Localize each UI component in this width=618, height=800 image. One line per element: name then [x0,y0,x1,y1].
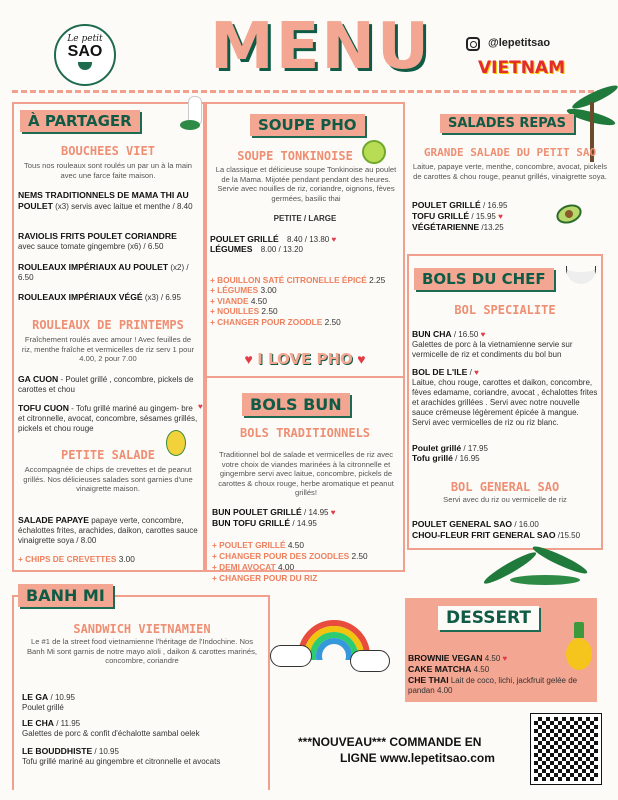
item-price: / 15.95 [471,212,496,221]
bols-du-chef-title: BOLS DU CHEF [414,268,554,290]
item-price: 4.50 [484,654,501,663]
item-name: Poulet grillé [412,443,462,453]
i-love-pho-banner [205,350,405,369]
chef-item-bol-ile [412,367,598,428]
addon-price: 3.00 [118,554,135,564]
soupe-pho-title: SOUPE PHO [250,114,365,136]
pho-addon-5 [210,317,341,328]
item-price: / [469,368,472,377]
lime-illustration-icon [362,140,386,164]
salade-item-vege [412,222,504,233]
addon-price: 4.50 [287,540,304,550]
addon-label: + NOUILLES [210,306,260,316]
chef-bol-ile-tofu [412,453,480,464]
item-name: VÉGÉTARIENNE [412,222,480,232]
item-name: POULET GRILLÉ [412,200,481,210]
menu-title: MENU [210,10,431,84]
item-detail: - Poulet grillé , concombre, pickels de carottes et chou [18,375,194,394]
general-sao-desc: Servi avec du riz ou vermicelle de riz [443,495,567,504]
bun-addon-2 [212,551,368,562]
bun-item-tofu [212,518,402,529]
item-price: / 8.40 [172,202,193,211]
item-salade-papaye [18,515,200,546]
item-name: TOFU GRILLÉ [412,211,470,221]
heart-icon: ♥ [474,368,479,377]
pho-addon-2 [210,285,277,296]
item-name: NEMS TRADITIONNELS DE MAMA THI AU POULET [18,190,189,211]
item-price: / 6.50 [143,242,164,251]
addon-chips [18,554,135,565]
item-price: 8.40 / 13.80 [286,235,330,244]
item-price: 4.50 [473,665,490,674]
banh-mi-item-ga [22,692,262,713]
qr-code-icon[interactable] [531,714,601,784]
item-name: BOL DE L'ILE [412,367,468,377]
item-nems [18,190,202,212]
item-price: 4.00 [436,686,453,695]
item-imperiaux-vege [18,292,202,303]
general-sao-title: BOL GENERAL SAO [450,480,560,494]
item-price: / 8.00 [76,536,97,545]
item-name: LE BOUDDHISTE [22,746,93,756]
addon-label: + VIANDE [210,296,249,306]
heart-icon: ♥ [244,351,253,367]
pho-bun-divider [205,376,405,378]
chef-item-bun-cha [412,329,598,360]
item-price: 8.00 / 13.20 [260,245,303,254]
item-price: / 10.95 [94,747,119,756]
item-name: ROULEAUX IMPÉRIAUX AU POULET [18,262,169,272]
addon-label: + CHIPS DE CREVETTES [18,554,117,564]
item-raviolis [18,231,202,252]
pineapple-illustration-icon [566,622,592,670]
soupe-pho-desc: La classique et délicieuse soupe Tonkinoise au poulet de la Mama. Mijotée pendant pendant des heures. Servie avec nouilles de riz, coriandre, oignons, fèves germées, basilic thai [215,165,397,203]
pho-sizes: PETITE / LARGE [273,214,337,223]
dessert-item-brownie [408,653,507,664]
pho-addon-4 [210,306,278,317]
item-name: RAVIOLIS FRITS POULET CORIANDRE [18,231,177,241]
logo-leaf-icon [78,62,92,70]
item-name: LE GA [22,692,49,702]
item-name: BUN POULET GRILLÉ [212,507,302,517]
logo [54,24,116,86]
heart-icon: ♥ [331,235,337,244]
item-price: / 6.50 [18,263,189,282]
item-price: / 6.95 [160,293,181,302]
salade-item-poulet [412,200,507,211]
item-detail: (x3) [144,293,159,302]
item-detail: (x2) [170,263,185,272]
item-name: POULET GENERAL SAO [412,519,513,529]
item-detail: (x3) servis avec laitue et menthe [55,202,171,211]
addon-price: 2.25 [369,275,386,285]
pho-item-legumes [210,244,400,255]
addon-price: 2.50 [324,317,341,327]
dessert-title: DESSERT [438,606,539,630]
item-desc: Laitue, chou rouge, carottes et daikon, concombre, fèves edamame, coriandre, avocat , échalottes frites et arachides grillées . Servi avec notre nouvelle sauce crémeuse légèrement épicée à mangue. Servi avec vermicelles de riz ou riz blanc. [412,378,598,427]
item-price: / 16.00 [514,520,539,529]
country-label: VIETNAM [478,58,565,78]
addon-price: 2.50 [351,551,368,561]
item-name: CAKE MATCHA [408,664,472,674]
item-price: / 14.95 [292,519,317,528]
item-detail: Lait de coco, lichi, jackfruit gelée de pandan [408,676,578,695]
item-name: CHE THAI [408,675,449,685]
bouchees-title: BOUCHEES VIET [61,144,155,158]
addon-label: + LÉGUMES [210,285,259,295]
item-name: SALADE PAPAYE [18,515,89,525]
bun-addon-4 [212,573,317,584]
instagram-handle[interactable]: @lepetitsao [488,37,551,49]
item-name: ROULEAUX IMPÉRIAUX VÉGÉ [18,292,143,302]
logo-small-text: Le petit [67,34,103,44]
addon-price: 3.00 [260,285,277,295]
petite-salade-title: PETITE SALADE [61,448,155,462]
addon-price: 2.50 [261,306,278,316]
addon-price: 4.50 [250,296,267,306]
petite-salade-desc: Accompagnée de chips de crevettes et de peanut grillés. Nos délicieuses salades sont garnies d'une vinaigrette maison. [23,465,193,494]
item-price: / 16.95 [482,201,508,210]
item-name: LÉGUMES [210,244,253,254]
avocado-illustration-icon [554,201,585,227]
item-price: / 10.95 [50,693,75,702]
addon-label: + CHANGER POUR DES ZOODLES [212,551,350,561]
item-detail: - Tofu grillé mariné au gingem- bre et citronnelle, avocat, concombre, sésames grillés, pickels et chou rouge [18,404,198,433]
cockatoo-illustration-icon [180,96,208,138]
printemps-title: ROULEAUX DE PRINTEMPS [32,318,184,332]
soupe-pho-subtitle: SOUPE TONKINOISE [237,149,353,163]
heart-icon: ♥ [357,351,366,367]
bun-addon-3 [212,562,294,573]
dessert-item-che-thai [408,675,594,696]
bun-item-poulet [212,507,402,518]
bols-bun-desc: Traditionnel bol de salade et vermicelles de riz avec votre choix de viandes marinées à la citronnelle et gingembre servi avec laitue, concombre, pickels de carottes & choux rouge, herbe aromatique et peanut grillés! [218,450,394,498]
salades-repas-desc: Laitue, papaye verte, menthe, concombre, avocat, pickels de carottes & chou rouge, peanut grillés, vinaigrette soya. [412,162,608,181]
cloud-icon [350,650,390,672]
logo-main-text: SAO [67,43,103,60]
footer-website-link[interactable]: LIGNE www.lepetitsao.com [340,751,495,765]
item-detail: avec sauce tomate gingembre (x6) [18,242,142,251]
i-love-pho-text: I LOVE PHO [257,350,353,368]
bun-addon-1 [212,540,304,551]
banh-mi-title: BANH MI [18,584,113,607]
addon-label: + POULET GRILLÉ [212,540,286,550]
addon-label: + BOUILLON SATÉ CITRONELLE ÉPICÉ [210,275,367,285]
bols-bun-title: BOLS BUN [242,393,350,416]
item-name: BUN TOFU GRILLÉ [212,518,291,528]
item-ga-cuon [18,374,200,395]
item-imperiaux-poulet [18,262,202,283]
cloud-icon [270,645,312,667]
pho-addon-3 [210,296,267,307]
item-name: Tofu grillé [412,453,453,463]
item-price: / 14.95 [304,508,329,517]
dessert-item-matcha [408,664,489,675]
addon-price: 4.00 [278,562,295,572]
printemps-desc: Fraîchement roulés avec amour ! Avec feuilles de riz, menthe fraîche et vermicelles de riz serv 1 pour 4.00, 2 pour 7.00 [21,335,195,364]
heart-icon: ♥ [498,212,503,221]
item-name: BUN CHA [412,329,452,339]
salade-item-tofu [412,211,503,222]
footer-line-1: ***NOUVEAU*** COMMANDE EN [298,735,482,749]
addon-label: + CHANGER POUR ZOODLE [210,317,323,327]
instagram-icon [466,37,480,51]
item-name: POULET GRILLÉ [210,234,279,244]
pho-addon-1 [210,275,385,286]
banh-mi-subtitle: SANDWICH VIETNAMIEN [73,622,211,636]
heart-icon: ♥ [198,402,203,411]
item-detail: papaye verte, concombre, échalottes frites, arachides, daikon, carottes sauce vinaigrette soya [18,516,198,545]
item-price: / 16.95 [455,454,480,463]
palm-tree-illustration-icon [470,545,610,597]
item-detail: Poulet grillé [22,703,64,712]
item-desc: Galettes de porc à la vietnamienne servie sur vermicelle de riz et condiments du bol bun [412,340,573,359]
banh-mi-item-bouddhiste [22,746,262,767]
banh-mi-desc: Le #1 de la street food vietnamienne l'héritage de l'Indochine. Nos Banh Mi sont garnis de notre mayo aïoli , daikon & carottes marinés, concombre, coriandre [26,637,258,666]
item-tofu-cuon [18,403,200,434]
heart-icon: ♥ [502,654,508,663]
item-price: /13.25 [481,223,504,232]
item-name: LE CHA [22,718,54,728]
chef-general-choufleur [412,530,580,541]
item-detail: Galettes de porc & confit d'échalotte sambal oelek [22,729,200,738]
item-detail: Tofu grillé mariné au gingembre et citronnelle et avocats [22,757,221,766]
item-price: / 17.95 [463,444,488,453]
item-name: GA CUON [18,374,59,384]
a-partager-title: À PARTAGER [20,110,140,132]
item-price: / 11.95 [56,719,81,728]
item-price: /15.50 [557,531,581,540]
item-price: / 16.50 [453,330,479,339]
bols-du-chef-subtitle: BOL SPECIALITE [454,303,556,317]
bouchees-desc: Tous nos rouleaux sont roulés un par un à la main avec une farce faite maison. [23,161,192,180]
item-name: BROWNIE VEGAN [408,653,483,663]
item-name: TOFU CUON [18,403,69,413]
banh-mi-item-cha [22,718,262,739]
header-divider [12,90,606,93]
bols-bun-subtitle: BOLS TRADITIONNELS [239,426,371,440]
heart-icon: ♥ [330,508,336,517]
addon-label: + DEMI AVOCAT [212,562,276,572]
salades-repas-subtitle: GRANDE SALADE DU PETIT SAO [423,146,597,159]
lemon-illustration-icon [166,430,186,456]
heart-icon: ♥ [480,330,486,339]
salades-repas-title: SALADES REPAS [440,114,574,133]
item-name: CHOU-FLEUR FRIT GENERAL SAO [412,530,556,540]
addon-label: + CHANGER POUR DU RIZ [212,573,318,583]
chef-general-poulet [412,519,539,530]
